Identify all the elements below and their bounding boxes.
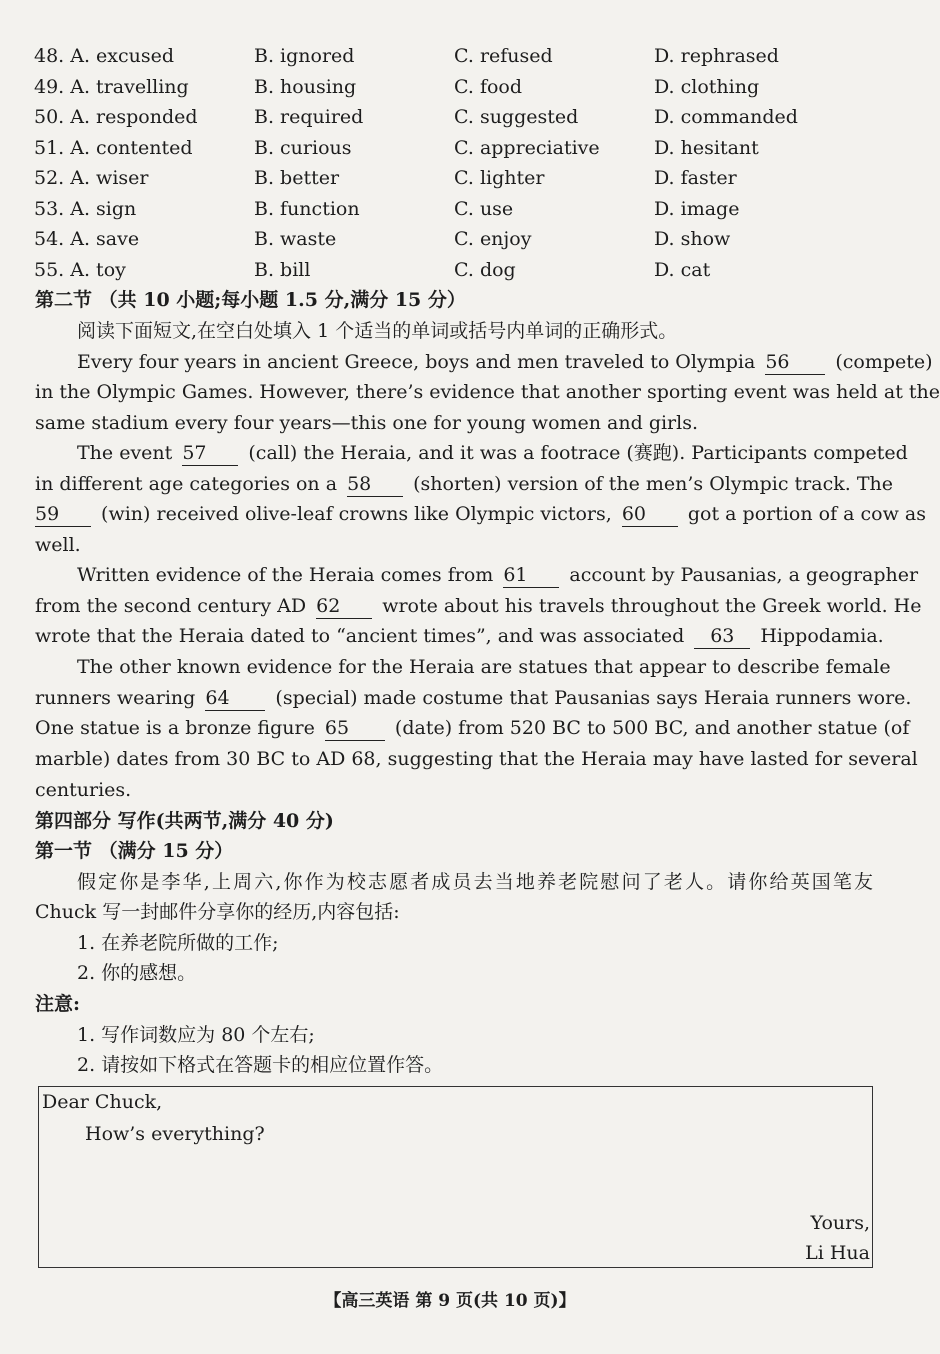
option-row-50 <box>0 102 900 132</box>
passage-text: Every four years in ancient Greece, boys and men traveled to Olympia <box>77 351 756 373</box>
passage-line <box>35 499 926 529</box>
blank-57[interactable]: 57 <box>182 441 238 466</box>
note-item-1: 1. 写作词数应为 80 个左右; <box>77 1024 315 1046</box>
option-d: D. cat <box>654 259 711 281</box>
option-row-48 <box>0 41 900 71</box>
passage-line: The other known evidence for the Heraia are statues that appear to describe female <box>77 656 891 678</box>
option-c: C. enjoy <box>454 228 532 250</box>
option-d: D. commanded <box>654 106 798 128</box>
blank-62[interactable]: 62 <box>316 594 372 619</box>
passage-line: in the Olympic Games. However, there’s evidence that another sporting event was held at the <box>35 381 940 403</box>
option-row-54 <box>0 224 900 254</box>
option-c: C. suggested <box>454 106 579 128</box>
section-1-heading: 第一节 （满分 15 分） <box>35 840 234 862</box>
option-d: D. show <box>654 228 731 250</box>
passage-text: got a portion of a cow as <box>687 503 926 525</box>
note-label: 注意: <box>35 993 81 1015</box>
passage-text: account by Pausanias, a geographer <box>569 564 919 586</box>
passage-line <box>77 438 908 468</box>
passage-line <box>77 560 919 590</box>
passage-text: Written evidence of the Heraia comes from <box>77 564 494 586</box>
passage-text: (win) received olive-leaf crowns like Olympic victors, <box>101 503 612 525</box>
blank-59[interactable]: 59 <box>35 502 91 527</box>
letter-closing: Yours, <box>810 1212 870 1234</box>
letter-format-box <box>38 1086 873 1268</box>
option-b: B. function <box>254 198 360 220</box>
option-b: B. required <box>254 106 364 128</box>
passage-line <box>35 621 884 651</box>
passage-text: runners wearing <box>35 687 196 709</box>
blank-56[interactable]: 56 <box>765 350 825 375</box>
option-a: 54. A. save <box>34 228 140 250</box>
part-4-heading: 第四部分 写作(共两节,满分 40 分) <box>35 810 334 832</box>
section-2-instruction: 阅读下面短文,在空白处填入 1 个适当的单词或括号内单词的正确形式。 <box>77 320 678 342</box>
passage-line: well. <box>35 534 81 556</box>
option-row-51 <box>0 133 900 163</box>
option-d: D. image <box>654 198 740 220</box>
passage-line <box>35 683 912 713</box>
option-row-52 <box>0 163 900 193</box>
option-c: C. dog <box>454 259 516 281</box>
option-row-49 <box>0 72 900 102</box>
passage-text: from the second century AD <box>35 595 307 617</box>
passage-text: (special) made costume that Pausanias says Heraia runners wore. <box>275 687 912 709</box>
blank-65[interactable]: 65 <box>325 716 385 741</box>
letter-opening: How’s everything? <box>85 1123 265 1145</box>
option-c: C. refused <box>454 45 553 67</box>
blank-60[interactable]: 60 <box>622 502 678 527</box>
option-c: C. use <box>454 198 514 220</box>
prompt-item-1: 1. 在养老院所做的工作; <box>77 932 279 954</box>
option-b: B. housing <box>254 76 357 98</box>
option-b: B. bill <box>254 259 311 281</box>
passage-text: (compete) <box>835 351 933 373</box>
passage-line <box>35 591 922 621</box>
option-a: 51. A. contented <box>34 137 193 159</box>
option-a: 55. A. toy <box>34 259 126 281</box>
page-footer: 【高三英语 第 9 页(共 10 页)】 <box>324 1291 576 1311</box>
option-c: C. lighter <box>454 167 545 189</box>
writing-prompt: Chuck 写一封邮件分享你的经历,内容包括: <box>35 901 400 923</box>
option-b: B. curious <box>254 137 352 159</box>
passage-line: same stadium every four years—this one for young women and girls. <box>35 412 699 434</box>
option-c: C. appreciative <box>454 137 600 159</box>
passage-text: in different age categories on a <box>35 473 338 495</box>
option-b: B. ignored <box>254 45 355 67</box>
passage-text: (call) the Heraia, and it was a footrace (赛跑). Participants competed <box>248 442 908 464</box>
passage-text: wrote that the Heraia dated to “ancient times”, and was associated <box>35 625 685 647</box>
blank-64[interactable]: 64 <box>205 686 265 711</box>
option-c: C. food <box>454 76 523 98</box>
writing-prompt: 假定你是李华,上周六,你作为校志愿者成员去当地养老院慰问了老人。请你给英国笔友 <box>77 871 873 893</box>
blank-61[interactable]: 61 <box>503 563 559 588</box>
option-d: D. rephrased <box>654 45 779 67</box>
option-row-53 <box>0 194 900 224</box>
option-a: 52. A. wiser <box>34 167 149 189</box>
passage-text: Hippodamia. <box>760 625 884 647</box>
option-a: 49. A. travelling <box>34 76 189 98</box>
option-d: D. faster <box>654 167 737 189</box>
passage-line: marble) dates from 30 BC to AD 68, suggesting that the Heraia may have lasted for several <box>35 748 918 770</box>
passage-text: wrote about his travels throughout the Greek world. He <box>382 595 922 617</box>
option-a: 48. A. excused <box>34 45 175 67</box>
passage-text: One statue is a bronze figure <box>35 717 315 739</box>
option-a: 53. A. sign <box>34 198 137 220</box>
note-item-2: 2. 请按如下格式在答题卡的相应位置作答。 <box>77 1054 444 1076</box>
blank-63[interactable]: 63 <box>694 624 750 649</box>
letter-signature: Li Hua <box>805 1242 870 1264</box>
passage-text: (shorten) version of the men’s Olympic track. The <box>413 473 893 495</box>
option-a: 50. A. responded <box>34 106 198 128</box>
option-d: D. hesitant <box>654 137 759 159</box>
passage-line: centuries. <box>35 779 132 801</box>
option-b: B. better <box>254 167 340 189</box>
option-d: D. clothing <box>654 76 760 98</box>
passage-line <box>35 713 910 743</box>
passage-text: The event <box>77 442 173 464</box>
passage-line <box>35 469 893 499</box>
option-b: B. waste <box>254 228 337 250</box>
prompt-item-2: 2. 你的感想。 <box>77 962 197 984</box>
letter-greeting: Dear Chuck, <box>42 1091 163 1113</box>
passage-text: (date) from 520 BC to 500 BC, and another statue (of <box>394 717 910 739</box>
blank-58[interactable]: 58 <box>347 472 403 497</box>
section-2-heading: 第二节 （共 10 小题;每小题 1.5 分,满分 15 分） <box>35 289 466 311</box>
option-row-55 <box>0 255 900 285</box>
passage-line <box>77 347 933 377</box>
